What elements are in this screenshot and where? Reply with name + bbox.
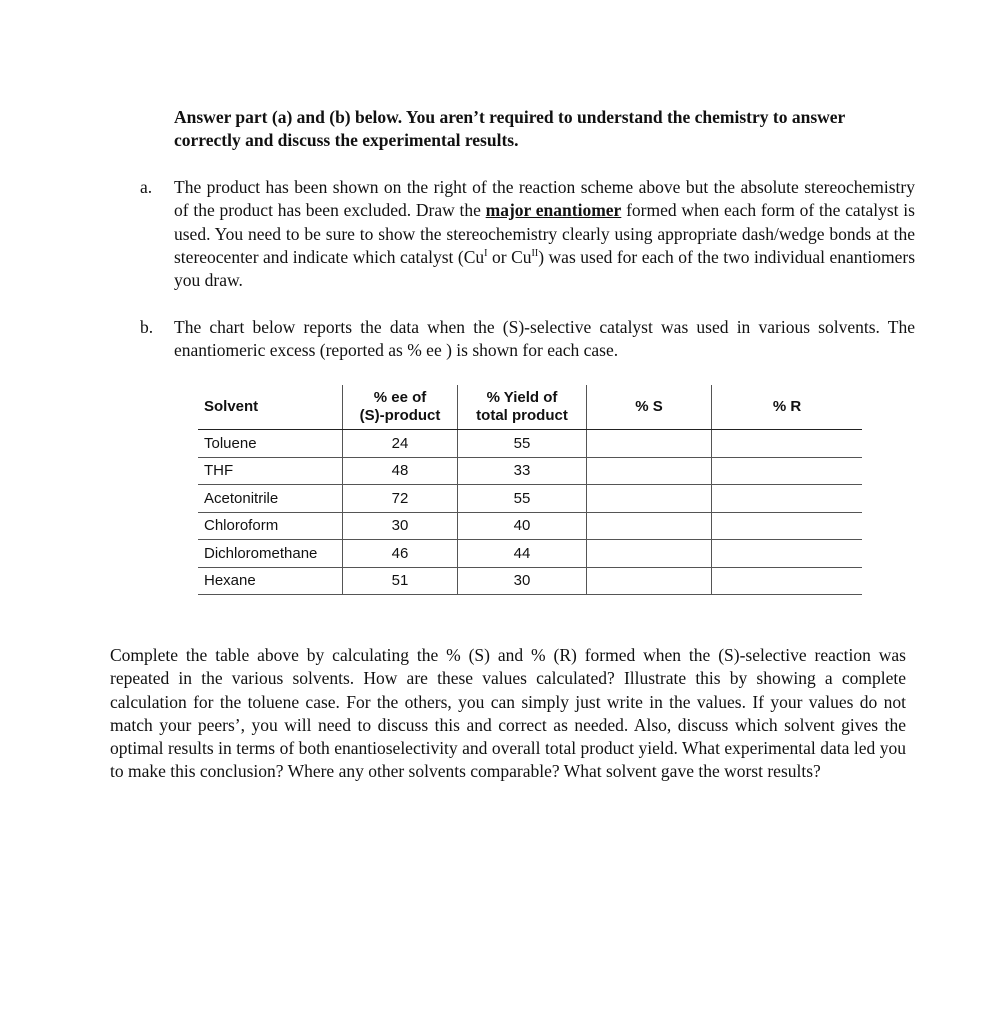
table-row [198,567,862,595]
cell-percent-s-blank[interactable] [587,512,712,540]
header-solvent: Solvent [198,385,343,430]
table-row [198,512,862,540]
cell-yield: 55 [458,430,587,458]
solvent-data-table [198,385,862,595]
cell-percent-r-blank[interactable] [712,567,863,595]
cell-ee: 51 [343,567,458,595]
cell-yield: 30 [458,567,587,595]
cell-solvent: Acetonitrile [198,485,343,513]
cell-ee: 48 [343,457,458,485]
cell-percent-r-blank[interactable] [712,512,863,540]
cell-yield: 40 [458,512,587,540]
cell-yield: 55 [458,485,587,513]
cell-percent-r-blank[interactable] [712,485,863,513]
cell-solvent: Toluene [198,430,343,458]
instructions-heading: Answer part (a) and (b) below. You aren’t required to understand the chemistry to answer correctly and discuss the experimental results. [174,107,845,150]
table-row [198,485,862,513]
cell-percent-s-blank[interactable] [587,485,712,513]
question-a-marker: a. [140,177,153,197]
cell-ee: 72 [343,485,458,513]
header-ee: % ee of (S)-product [343,385,458,430]
cell-yield: 44 [458,540,587,568]
header-percent-r: % R [712,385,863,430]
table-row [198,457,862,485]
cell-ee: 24 [343,430,458,458]
cell-solvent: Hexane [198,567,343,595]
cell-ee: 30 [343,512,458,540]
cell-percent-r-blank[interactable] [712,430,863,458]
cell-yield: 33 [458,457,587,485]
question-b-text: The chart below reports the data when the (S)-selective catalyst was used in various solvents. The enantiomeric excess (reported as % ee ) is shown for each case. [174,317,915,361]
cell-percent-s-blank[interactable] [587,457,712,485]
question-b [140,316,915,363]
question-a-text: The product has been shown on the right of the reaction scheme above but the absolute stereochemistry of the product has been excluded. Draw the major enantiomer formed when each form of the catalyst is used. You need to be sure to show the stereochemistry clearly using appropriate dash/wedge bonds at the stereocenter and indicate which catalyst ($Cu^I$ or $Cu^{II}$) was used for each of the two individual enantiomers you draw. [174,177,916,291]
question-b-marker: b. [140,317,154,337]
table-row [198,430,862,458]
cell-solvent: THF [198,457,343,485]
header-percent-s: % S [587,385,712,430]
instructions-paragraph: Complete the table above by calculating the % (S) and % (R) formed when the (S)-selective reaction was repeated in the various solvents. How are these values calculated? Illustrate this by showing a complete calculation for the toluene case. For the others, you can simply just write in the values. If your values do not match your peers’, you will need to discuss this and correct as needed. Also, discuss which solvent gives the optimal results in terms of both enantioselectivity and overall total product yield. What experimental data led you to make this conclusion? Where any other solvents comparable? What solvent gave the worst results? [110,645,906,782]
cell-percent-s-blank[interactable] [587,567,712,595]
cell-percent-s-blank[interactable] [587,430,712,458]
table-header-row [198,385,862,430]
cell-percent-r-blank[interactable] [712,540,863,568]
cell-ee: 46 [343,540,458,568]
cell-solvent: Chloroform [198,512,343,540]
header-yield: % Yield of total product [458,385,587,430]
cell-percent-r-blank[interactable] [712,457,863,485]
cell-solvent: Dichloromethane [198,540,343,568]
question-a [140,176,915,292]
table-row [198,540,862,568]
cell-percent-s-blank[interactable] [587,540,712,568]
major-enantiomer-emphasis: major enantiomer [485,200,622,221]
